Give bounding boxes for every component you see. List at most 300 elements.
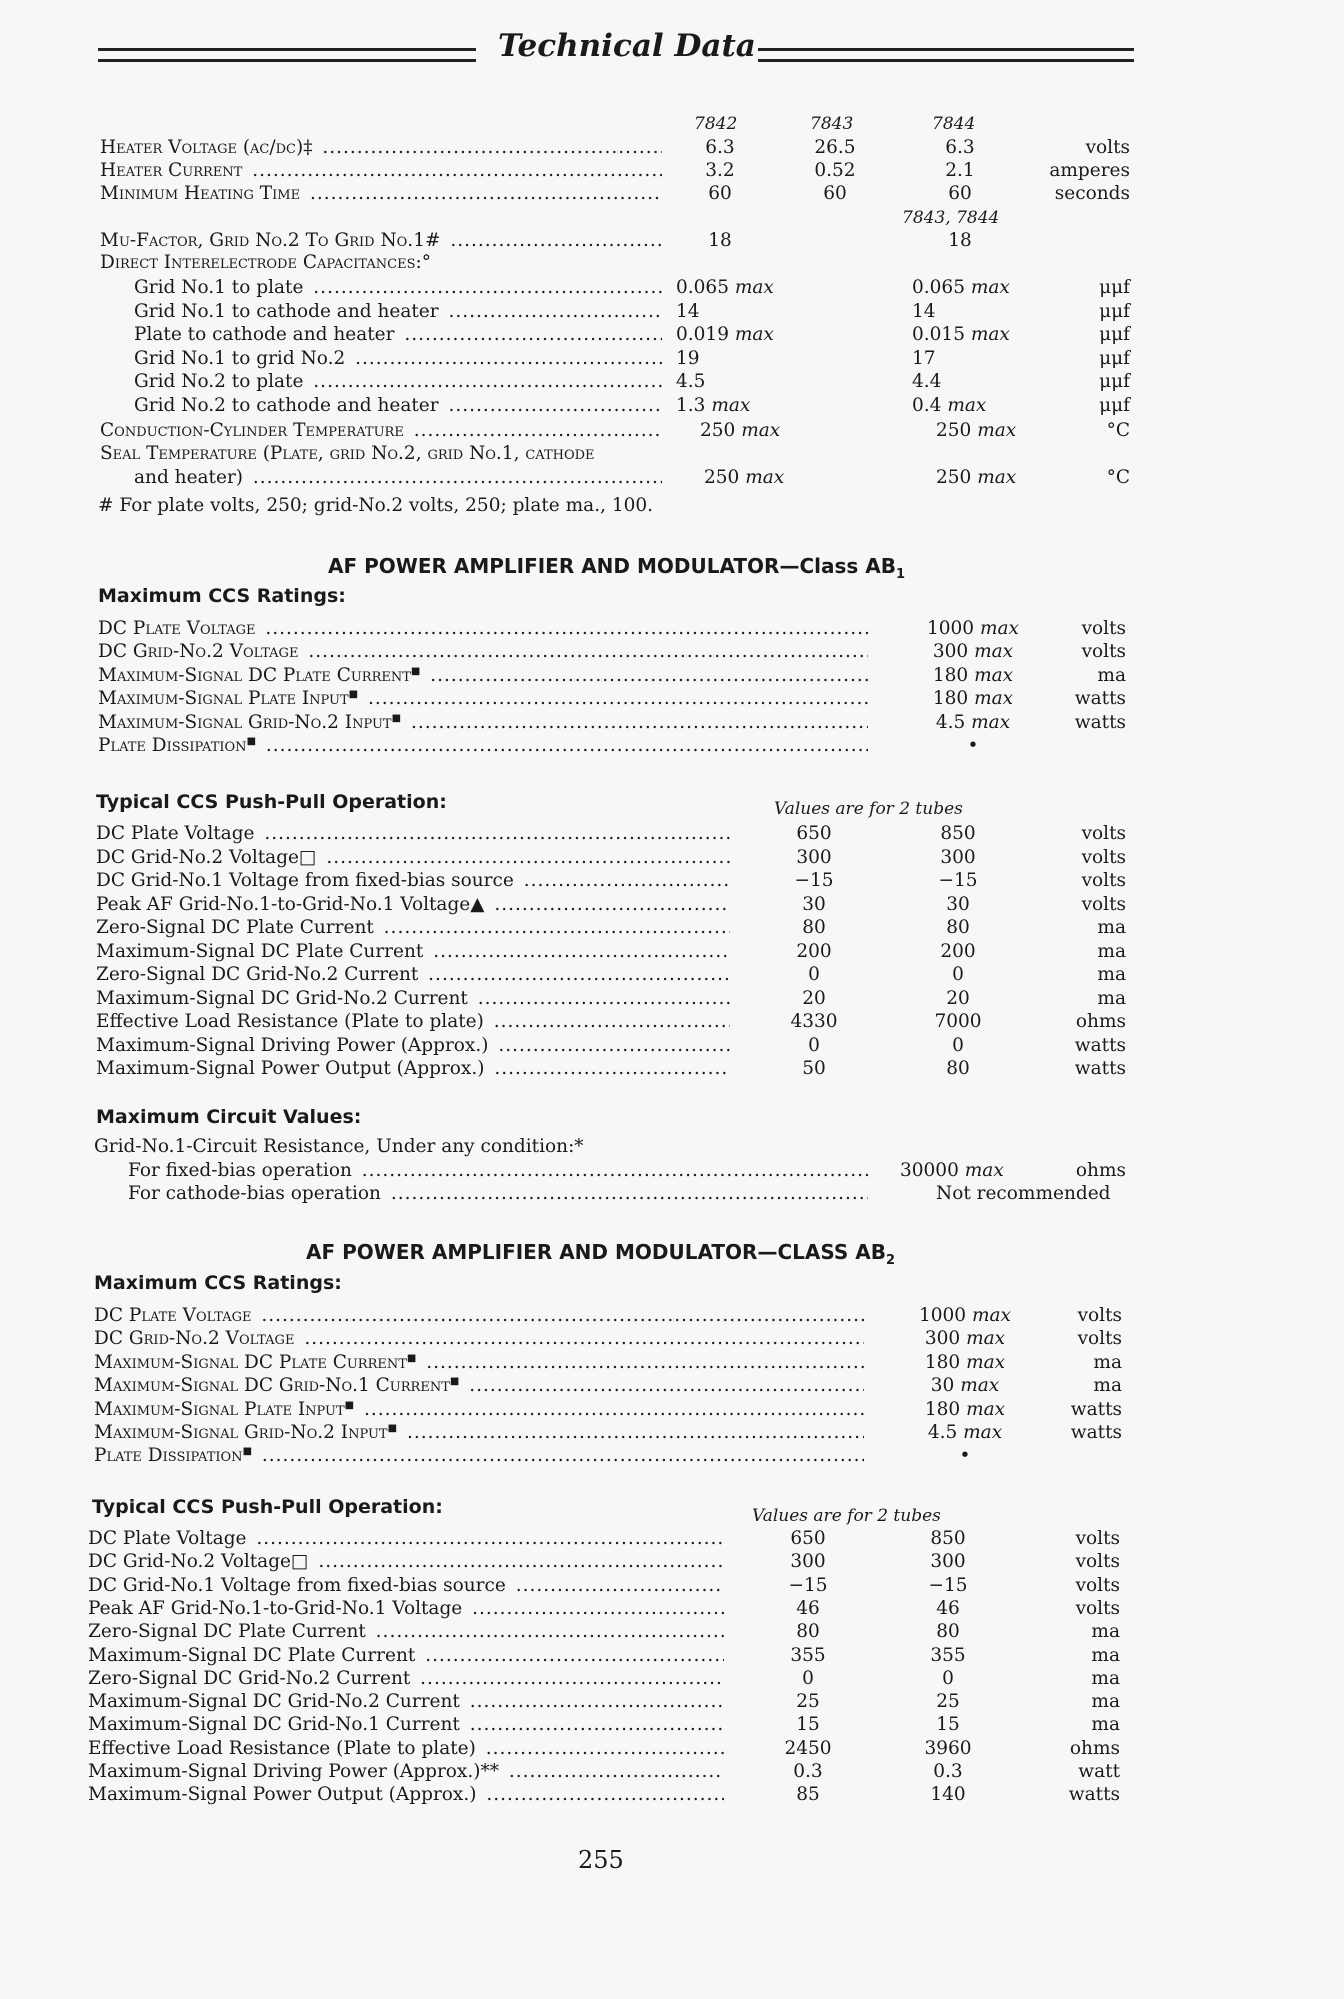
ab1-typical-label	[96, 917, 730, 938]
ab1-typical-label-text: DC Grid-No.1 Voltage from fixed-bias source	[96, 870, 517, 891]
capacitance-value-7843-7844	[912, 324, 1042, 345]
capacitance-max: max	[970, 324, 1010, 345]
ab1-typical-row	[0, 1035, 1344, 1059]
ab1-typical-value-a: 0	[808, 964, 820, 985]
capacitance-label	[134, 277, 662, 298]
ab1-max-qualifier: max	[974, 688, 1014, 709]
ab2-typical-label	[88, 1551, 724, 1572]
ab2-typical-value-b: 80	[936, 1621, 960, 1642]
capacitance-row	[0, 371, 1344, 395]
ab1-typical-label-text: Maximum-Signal DC Plate Current	[96, 941, 426, 962]
capacitance-unit: μμf	[1099, 395, 1130, 416]
seal-temp-7842	[704, 467, 824, 488]
tube-header-7843: 7843	[810, 114, 854, 134]
capacitance-number: 14	[676, 301, 700, 322]
heater-label-text: Heater Current	[100, 160, 245, 181]
tube-header-7844: 7844	[932, 114, 976, 134]
capacitance-max: max	[970, 277, 1010, 298]
ab2-typical-value-b: 850	[930, 1528, 966, 1549]
footnote-plate-volts: # For plate volts, 250; grid-No.2 volts, 250; plate ma., 100.	[98, 495, 654, 516]
ab2-typical-unit: watt	[1078, 1761, 1120, 1782]
ab2-max-value	[900, 1375, 1030, 1396]
ab1-max-label-text: DC Grid-No.2 Voltage	[98, 641, 301, 662]
temp-number: 250	[700, 420, 736, 441]
ab2-typical-label-text: Maximum-Signal DC Plate Current	[88, 1645, 418, 1666]
page-number: 255	[578, 1846, 624, 1874]
ab1-typical-unit: ma	[1097, 917, 1126, 938]
capacitance-label-text: Plate to cathode and heater	[134, 324, 397, 345]
ab2-typical-unit: watts	[1068, 1784, 1120, 1805]
ab2-typical-value-a: 2450	[784, 1738, 832, 1759]
ab1-typical-unit: volts	[1081, 823, 1126, 844]
capacitance-label-text: Grid No.1 to cathode and heater	[134, 301, 442, 322]
ab1-typical-unit: volts	[1081, 870, 1126, 891]
ab1-max-row	[0, 688, 1344, 712]
ab1-values-note: Values are for 2 tubes	[774, 799, 963, 819]
ab2-max-unit: watts	[1070, 1399, 1122, 1420]
ab1-max-label-text: Maximum-Signal DC Plate Current■	[98, 665, 423, 686]
mu-label-text: Mu-Factor, Grid No.2 To Grid No.1#	[100, 230, 443, 251]
capacitance-value-7842	[676, 301, 806, 322]
ab2-max-ratings-title: Maximum CCS Ratings:	[94, 1272, 342, 1294]
capacitance-label	[134, 395, 662, 416]
ab1-typical-value-a: 300	[796, 847, 832, 868]
heater-unit: amperes	[1049, 160, 1130, 181]
ab1-typical-title: Typical CCS Push-Pull Operation:	[96, 791, 447, 813]
ab2-typical-row	[0, 1691, 1344, 1715]
ab1-typical-value-b: 7000	[934, 1011, 982, 1032]
ab1-circuit-row	[0, 1183, 1344, 1207]
seal-temp-unit: °C	[1106, 467, 1130, 488]
ab1-max-label-text: Plate Dissipation■	[98, 735, 259, 756]
heater-value-7842: 60	[708, 183, 732, 204]
ab2-max-unit: ma	[1093, 1352, 1122, 1373]
temp-max: max	[745, 467, 785, 488]
ab2-typical-row	[0, 1761, 1344, 1785]
ab1-typical-unit: ma	[1097, 964, 1126, 985]
ab2-max-number: 30	[930, 1375, 955, 1396]
ab2-max-unit: watts	[1070, 1422, 1122, 1443]
ab1-typical-row	[0, 870, 1344, 894]
ab2-max-value	[900, 1399, 1030, 1420]
capacitance-value-7842	[676, 277, 806, 298]
ab1-circuit-title: Maximum Circuit Values:	[96, 1106, 362, 1128]
ab2-typical-label	[88, 1738, 724, 1759]
ab1-max-row	[0, 665, 1344, 689]
ab1-typical-row	[0, 894, 1344, 918]
ab2-typical-value-a: 0	[802, 1668, 814, 1689]
ab1-typical-value-a: 200	[796, 941, 832, 962]
capacitance-max: max	[734, 324, 774, 345]
heater-label	[100, 160, 662, 181]
ab1-typical-label-text: Zero-Signal DC Grid-No.2 Current	[96, 964, 421, 985]
ab2-max-unit: volts	[1077, 1328, 1122, 1349]
ab2-typical-label-text: DC Grid-No.2 Voltage□	[88, 1551, 311, 1572]
ab1-max-label	[98, 735, 868, 756]
heater-value-7844: 6.3	[945, 137, 975, 158]
ab1-max-value	[908, 712, 1038, 733]
ab1-typical-label	[96, 894, 730, 915]
ab1-max-label-text: Maximum-Signal Grid-No.2 Input■	[98, 712, 404, 733]
ab2-typical-row	[0, 1551, 1344, 1575]
ab1-max-value	[908, 665, 1038, 686]
heater-value-7844: 2.1	[945, 160, 975, 181]
ab1-typical-value-b: 80	[946, 1058, 970, 1079]
ab1-typical-row	[0, 847, 1344, 871]
capacitance-number: 0.019	[676, 324, 729, 345]
capacitance-value-7843-7844	[912, 371, 1042, 392]
ab1-circuit-qualifier: max	[964, 1160, 1004, 1181]
capacitance-number: 4.4	[912, 371, 942, 392]
ab1-max-qualifier: max	[974, 641, 1014, 662]
capacitance-row	[0, 348, 1344, 372]
ab2-typical-label	[88, 1621, 724, 1642]
ab1-typical-unit: watts	[1074, 1035, 1126, 1056]
ab2-typical-label	[88, 1598, 724, 1619]
ab2-typical-label-text: Maximum-Signal DC Grid-No.2 Current	[88, 1691, 463, 1712]
ab1-typical-unit: ma	[1097, 941, 1126, 962]
seal-temp-row	[0, 467, 1344, 491]
capacitance-number: 0.015	[912, 324, 965, 345]
ab1-max-unit: ma	[1097, 665, 1126, 686]
heater-unit: seconds	[1054, 183, 1130, 204]
heater-label-text: Heater Voltage (ac/dc)‡	[100, 137, 315, 158]
ab2-typical-row	[0, 1528, 1344, 1552]
ab2-max-number: 4.5	[927, 1422, 958, 1443]
ab2-typical-label	[88, 1575, 724, 1596]
ab2-max-unit: ma	[1093, 1375, 1122, 1396]
ab1-circuit-number: 30000	[900, 1160, 959, 1181]
ab2-typical-value-b: 0	[942, 1668, 954, 1689]
ab1-typical-row	[0, 988, 1344, 1012]
ab2-typical-value-a: 650	[790, 1528, 826, 1549]
capacitance-max: max	[947, 395, 987, 416]
ab2-typical-unit: ma	[1091, 1621, 1120, 1642]
heater-row	[0, 183, 1344, 207]
ab2-max-label	[94, 1445, 864, 1466]
temp-number: 250	[936, 467, 972, 488]
capacitance-number: 0.065	[912, 277, 965, 298]
ab1-typical-label	[96, 1011, 730, 1032]
ab1-typical-label	[96, 823, 730, 844]
heater-value-7843: 0.52	[814, 160, 856, 181]
ab2-typical-value-a: 15	[796, 1714, 820, 1735]
ab1-max-value	[908, 688, 1038, 709]
ab2-max-label	[94, 1305, 864, 1326]
heater-value-7844: 60	[948, 183, 972, 204]
ab2-max-label	[94, 1422, 864, 1443]
ab2-max-row	[0, 1445, 1344, 1469]
ab2-typical-row	[0, 1714, 1344, 1738]
ab2-typical-unit: ma	[1091, 1714, 1120, 1735]
ab2-max-qualifier: max	[966, 1352, 1006, 1373]
capacitance-value-7843-7844	[912, 395, 1042, 416]
ab1-typical-value-a: 650	[796, 823, 832, 844]
ab1-typical-unit: volts	[1081, 894, 1126, 915]
capacitance-unit: μμf	[1099, 371, 1130, 392]
ab2-max-label-text: DC Plate Voltage	[94, 1305, 254, 1326]
ab1-typical-value-b: −15	[938, 870, 978, 891]
ab2-max-label	[94, 1352, 864, 1373]
ab1-max-value	[908, 618, 1038, 639]
ab2-typical-value-b: 140	[930, 1784, 966, 1805]
ab2-typical-row	[0, 1645, 1344, 1669]
ab2-typical-unit: volts	[1075, 1575, 1120, 1596]
ab1-max-row	[0, 641, 1344, 665]
ab1-max-number: 4.5	[935, 712, 966, 733]
heater-value-7843: 60	[823, 183, 847, 204]
ab2-max-number: 300	[924, 1328, 961, 1349]
capacitance-value-7843-7844	[912, 301, 1042, 322]
ab1-typical-label	[96, 847, 730, 868]
capacitance-unit: μμf	[1099, 301, 1130, 322]
capacitance-value-7842	[676, 371, 806, 392]
capacitance-max: max	[711, 395, 751, 416]
ab1-typical-value-b: 300	[940, 847, 976, 868]
conduction-temp-unit: °C	[1106, 420, 1130, 441]
ab1-max-label	[98, 641, 868, 662]
ab2-typical-unit: volts	[1075, 1551, 1120, 1572]
ab2-typical-label	[88, 1784, 724, 1805]
capacitance-value-7843-7844	[912, 277, 1042, 298]
ab2-max-label	[94, 1399, 864, 1420]
capacitance-row	[0, 324, 1344, 348]
ab1-typical-label	[96, 941, 730, 962]
ab1-typical-row	[0, 917, 1344, 941]
capacitance-number: 14	[912, 301, 936, 322]
ab1-typical-row	[0, 1058, 1344, 1082]
ab2-typical-unit: ma	[1091, 1668, 1120, 1689]
capacitance-value-7842	[676, 395, 806, 416]
capacitance-label-text: Grid No.1 to grid No.2	[134, 348, 348, 369]
ab2-max-label	[94, 1328, 864, 1349]
section-title-ab2: AF POWER AMPLIFIER AND MODULATOR—CLASS $AB_2$	[306, 1240, 895, 1268]
ab1-max-qualifier: max	[971, 712, 1011, 733]
ab2-max-label-mark: ■	[449, 1375, 460, 1387]
ab1-typical-value-b: 80	[946, 917, 970, 938]
ab2-typical-label	[88, 1528, 724, 1549]
ab1-max-label-mark: ■	[391, 712, 402, 724]
ab1-circuit-row	[0, 1160, 1344, 1184]
ab1-typical-unit: watts	[1074, 1058, 1126, 1079]
capacitance-label	[134, 324, 662, 345]
ab2-typical-label-text: Zero-Signal DC Plate Current	[88, 1621, 369, 1642]
capacitances-title: Direct Interelectrode Capacitances:°	[100, 252, 431, 273]
mu-value-7842: 18	[708, 230, 732, 251]
heater-value-7843: 26.5	[814, 137, 856, 158]
ab2-typical-value-b: 355	[930, 1645, 966, 1666]
ab2-max-label-text: Maximum-Signal DC Plate Current■	[94, 1352, 419, 1373]
ab1-typical-row	[0, 964, 1344, 988]
ab2-max-value	[900, 1445, 1030, 1466]
ab2-max-row	[0, 1352, 1344, 1376]
ab1-typical-unit: ma	[1097, 988, 1126, 1009]
ab1-circuit-value	[936, 1183, 1126, 1204]
ab1-max-value	[908, 641, 1038, 662]
ab1-max-row	[0, 712, 1344, 736]
heater-label-text: Minimum Heating Time	[100, 183, 303, 204]
conduction-temp-label-text: Conduction-Cylinder Temperature	[100, 420, 407, 441]
capacitance-unit: μμf	[1099, 324, 1130, 345]
ab1-typical-value-b: 0	[952, 1035, 964, 1056]
capacitance-label-text: Grid No.2 to cathode and heater	[134, 395, 442, 416]
ab1-max-label	[98, 665, 868, 686]
ab1-max-number: 180	[932, 665, 969, 686]
ab1-max-label-mark: ■	[410, 665, 421, 677]
ab2-max-row	[0, 1375, 1344, 1399]
ab2-typical-row	[0, 1784, 1344, 1808]
ab2-max-value	[900, 1422, 1030, 1443]
ab2-max-row	[0, 1399, 1344, 1423]
ab2-max-label-text: Maximum-Signal Plate Input■	[94, 1399, 357, 1420]
ab2-typical-label-text: DC Plate Voltage	[88, 1528, 250, 1549]
ab1-typical-row	[0, 823, 1344, 847]
ab2-typical-value-a: 85	[796, 1784, 820, 1805]
ab2-typical-value-b: 46	[936, 1598, 960, 1619]
ab1-max-number: 1000	[927, 618, 975, 639]
ab1-circuit-label-text: For cathode-bias operation	[128, 1183, 384, 1204]
capacitance-number: 19	[676, 348, 700, 369]
ab1-typical-value-a: 80	[802, 917, 826, 938]
capacitance-number: 0.4	[912, 395, 942, 416]
capacitance-value-7842	[676, 348, 806, 369]
ab1-max-number: 180	[932, 688, 969, 709]
ab1-circuit-label	[128, 1183, 868, 1204]
ab2-typical-row	[0, 1598, 1344, 1622]
ab2-typical-row	[0, 1575, 1344, 1599]
ab2-typical-value-a: 25	[796, 1691, 820, 1712]
capacitance-number: 0.065	[676, 277, 729, 298]
ab1-typical-value-b: 200	[940, 941, 976, 962]
ab1-typical-value-b: 0	[952, 964, 964, 985]
ab2-max-label-mark: ■	[344, 1399, 355, 1411]
ab2-max-value	[900, 1352, 1030, 1373]
capacitance-label	[134, 371, 662, 392]
ab2-typical-value-b: 15	[936, 1714, 960, 1735]
ab2-typical-label-text: Maximum-Signal Driving Power (Approx.)**	[88, 1761, 502, 1782]
heater-row	[0, 137, 1344, 161]
mu-value-7843-7844: 18	[948, 230, 972, 251]
ab1-max-row	[0, 735, 1344, 759]
ab1-typical-value-a: 50	[802, 1058, 826, 1079]
capacitance-row	[0, 277, 1344, 301]
header-rule-left	[98, 48, 476, 62]
ab1-typical-label	[96, 1035, 730, 1056]
ab1-typical-label-text: Maximum-Signal Power Output (Approx.)	[96, 1058, 487, 1079]
ab2-max-unit: volts	[1077, 1305, 1122, 1326]
ab2-typical-label-text: Peak AF Grid-No.1-to-Grid-No.1 Voltage	[88, 1598, 465, 1619]
capacitance-number: 1.3	[676, 395, 706, 416]
heater-label	[100, 137, 662, 158]
ab1-typical-value-b: 850	[940, 823, 976, 844]
ab2-max-label-text: Maximum-Signal DC Grid-No.1 Current■	[94, 1375, 462, 1396]
capacitance-row	[0, 301, 1344, 325]
ab1-typical-value-a: −15	[794, 870, 834, 891]
ab2-typical-label	[88, 1668, 724, 1689]
ab2-max-label-text: Maximum-Signal Grid-No.2 Input■	[94, 1422, 400, 1443]
seal-temp-label-line2-text: and heater)	[134, 467, 246, 488]
ab1-max-label	[98, 618, 868, 639]
ab1-typical-label-text: DC Grid-No.2 Voltage□	[96, 847, 319, 868]
ab2-typical-label	[88, 1714, 724, 1735]
ab1-typical-value-a: 4330	[790, 1011, 838, 1032]
ab2-typical-value-b: 25	[936, 1691, 960, 1712]
mu-label	[100, 230, 662, 251]
ab1-max-qualifier: max	[979, 618, 1019, 639]
ab1-max-label-mark: ■	[246, 735, 257, 747]
ab1-typical-label	[96, 1058, 730, 1079]
ab2-max-row	[0, 1328, 1344, 1352]
ab1-typical-unit: volts	[1081, 847, 1126, 868]
capacitance-label	[134, 301, 662, 322]
ab2-max-row	[0, 1422, 1344, 1446]
ab2-typical-value-b: −15	[928, 1575, 968, 1596]
capacitance-label	[134, 348, 662, 369]
ab1-circuit-value	[900, 1160, 1040, 1181]
capacitance-unit: μμf	[1099, 348, 1130, 369]
header-rule-right	[758, 48, 1134, 62]
ab2-typical-value-b: 300	[930, 1551, 966, 1572]
tube-header-7842: 7842	[694, 114, 738, 134]
ab1-typical-label-text: Peak AF Grid-No.1-to-Grid-No.1 Voltage▲	[96, 894, 487, 915]
ab2-typical-row	[0, 1738, 1344, 1762]
ab1-max-qualifier: max	[974, 665, 1014, 686]
ab1-typical-label-text: Zero-Signal DC Plate Current	[96, 917, 377, 938]
ab1-max-value	[908, 735, 1038, 756]
ab2-typical-row	[0, 1621, 1344, 1645]
ab1-max-label	[98, 712, 868, 733]
ab2-typical-value-b: 0.3	[933, 1761, 963, 1782]
ab2-max-qualifier: max	[960, 1375, 1000, 1396]
ab2-typical-unit: ma	[1091, 1645, 1120, 1666]
ab2-max-number: •	[959, 1445, 971, 1466]
temp-max: max	[977, 420, 1017, 441]
capacitance-max: max	[734, 277, 774, 298]
ab1-circuit-label	[128, 1160, 868, 1181]
ab2-max-label-text: DC Grid-No.2 Voltage	[94, 1328, 297, 1349]
ab1-typical-label	[96, 988, 730, 1009]
ab1-max-label-text: Maximum-Signal Plate Input■	[98, 688, 361, 709]
ab2-typical-row	[0, 1668, 1344, 1692]
ab1-typical-label	[96, 870, 730, 891]
ab1-typical-row	[0, 941, 1344, 965]
ab2-max-value	[900, 1305, 1030, 1326]
ab1-typical-value-a: 20	[802, 988, 826, 1009]
ab1-circuit-unit: ohms	[1075, 1160, 1126, 1181]
ab2-max-value	[900, 1328, 1030, 1349]
ab1-max-label	[98, 688, 868, 709]
ab2-max-label-mark: ■	[387, 1422, 398, 1434]
ab1-max-row	[0, 618, 1344, 642]
temp-number: 250	[936, 420, 972, 441]
ab2-typical-unit: volts	[1075, 1528, 1120, 1549]
ab1-typical-label-text: Maximum-Signal DC Grid-No.2 Current	[96, 988, 471, 1009]
ab1-circuit-label-text: For fixed-bias operation	[128, 1160, 355, 1181]
ab2-max-qualifier: max	[971, 1305, 1011, 1326]
ab2-typical-label-text: Effective Load Resistance (Plate to plate)	[88, 1738, 479, 1759]
ab1-typical-value-a: 30	[802, 894, 826, 915]
tube-header-7843-7844: 7843, 7844	[902, 208, 1000, 228]
ab2-typical-label	[88, 1761, 724, 1782]
capacitance-number: 17	[912, 348, 936, 369]
ab1-typical-value-a: 0	[808, 1035, 820, 1056]
temp-number: 250	[704, 467, 740, 488]
ab2-typical-label-text: Maximum-Signal DC Grid-No.1 Current	[88, 1714, 463, 1735]
ab1-typical-label	[96, 964, 730, 985]
ab1-typical-value-b: 30	[946, 894, 970, 915]
ab1-max-number: •	[967, 735, 979, 756]
heater-value-7842: 3.2	[705, 160, 735, 181]
